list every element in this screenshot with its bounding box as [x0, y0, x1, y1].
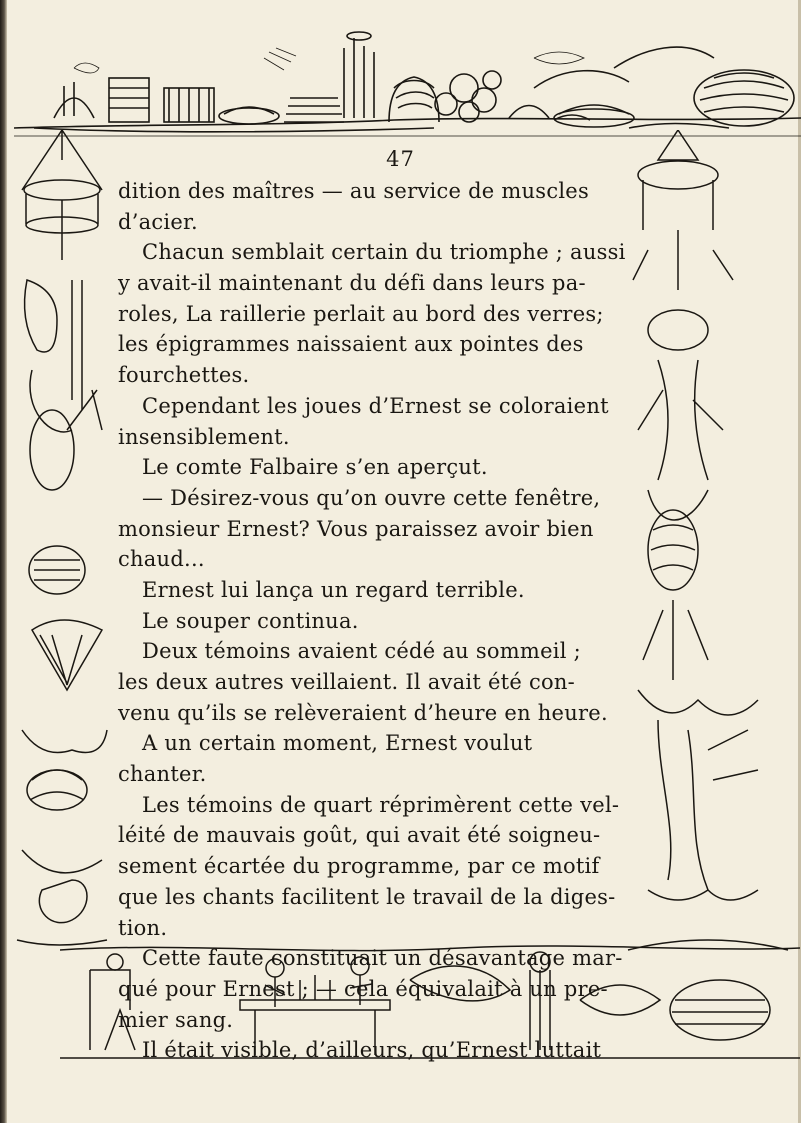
left-utensils-illustration — [12, 130, 112, 960]
text-line: — Désirez-vous qu’on ouvre cette fenêtre, — [142, 485, 601, 510]
text-line: qué pour Ernest ; — cela équivalait à un pre- — [118, 976, 608, 1001]
text-line: sement écartée du programme, par ce motif — [118, 854, 600, 879]
text-line: roles, La raillerie perlait au bord des verres; — [118, 301, 604, 326]
right-game-illustration — [618, 130, 798, 970]
text-line: y avait-il maintenant du défi dans leurs pa- — [118, 271, 586, 296]
text-line: Deux témoins avaient cédé au sommeil ; — [142, 639, 581, 664]
text-line: les deux autres veillaient. Il avait été con- — [118, 670, 575, 694]
text-line: que les chants facilitent le travail de la diges- — [118, 884, 616, 909]
text-line: Chacun semblait certain du triomphe ; aussi — [142, 240, 626, 265]
text-line: mier sang. — [118, 1007, 234, 1032]
text-line: dition des maîtres — au service de muscles — [118, 179, 590, 203]
text-line: Ernest lui lança un regard terrible. — [142, 577, 525, 602]
text-line: monsieur Ernest? Vous paraissez avoir bien — [118, 516, 594, 541]
page-number: 47 — [386, 147, 415, 171]
text-line: les épigrammes naissaient aux pointes des — [118, 332, 584, 357]
text-line: chanter. — [118, 762, 207, 787]
text-line: léité de mauvais goût, qui avait été soigneu- — [118, 823, 601, 848]
text-line: fourchettes. — [118, 363, 250, 388]
text-line: Cependant les joues d’Ernest se coloraient — [142, 393, 609, 418]
text-line: Cette faute constituait un désavantage mar- — [142, 946, 623, 971]
text-line: d’acier. — [118, 209, 198, 234]
top-banquet-illustration — [14, 28, 801, 140]
text-line: Les témoins de quart réprimèrent cette vel- — [142, 792, 620, 817]
text-line: Le comte Falbaire s’en aperçut. — [142, 455, 488, 480]
text-line: Le souper continua. — [142, 608, 359, 633]
text-line: venu qu’ils se relèveraient d’heure en heure. — [118, 700, 608, 725]
text-line: chaud... — [118, 547, 205, 572]
text-line: A un certain moment, Ernest voulut — [142, 731, 533, 756]
body-text — [118, 176, 626, 1066]
text-line: insensiblement. — [118, 424, 290, 449]
text-line: Il était visible, d’ailleurs, qu’Ernest luttait — [142, 1038, 602, 1063]
text-line: tion. — [118, 915, 168, 940]
